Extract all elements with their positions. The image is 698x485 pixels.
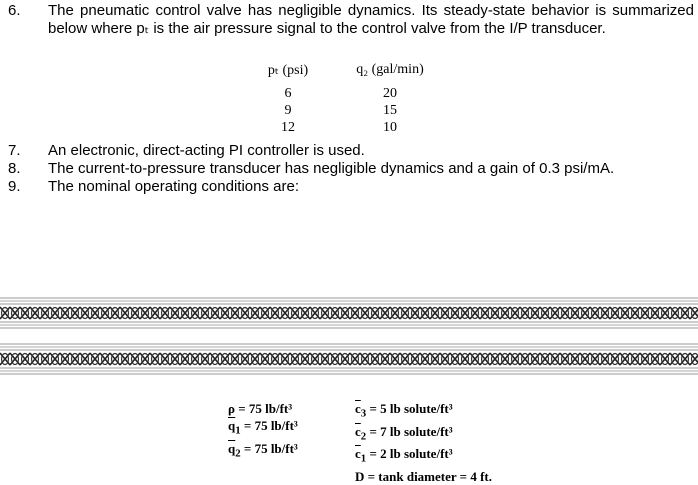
decorative-band-top [0, 296, 698, 330]
condition-c3 [355, 400, 492, 423]
condition-subscript: 2 [360, 430, 367, 443]
table-header-q2: q₂ (gal/min) [356, 62, 424, 77]
item-6 [8, 2, 694, 58]
condition-d [355, 468, 492, 485]
item-number: 8. [8, 160, 21, 177]
table-cell: 9 [284, 103, 292, 118]
condition-c2 [355, 423, 492, 446]
condition-symbol: $\overline{c}$ [355, 423, 361, 439]
item-number: 9. [8, 178, 21, 195]
condition-q1 [228, 417, 298, 440]
condition-symbol: $\overline{q}$ [228, 418, 236, 433]
conditions-left [228, 400, 298, 462]
condition-subscript: 1 [235, 424, 241, 437]
condition-subscript: 1 [360, 452, 367, 465]
item-7 [8, 142, 694, 160]
item-text: The pneumatic control valve has negligible dynamics. Its steady-state behavior is summarized below where pₜ is the air pressure signal to the control valve from the I/P transducer. [48, 2, 694, 37]
table-cell: 10 [383, 120, 397, 135]
condition-subscript: 3 [360, 407, 367, 420]
item-text: The current-to-pressure transducer has negligible dynamics and a gain of 0.3 psi/mA. [48, 160, 615, 177]
condition-c1 [355, 445, 492, 468]
table-cell: 20 [383, 86, 397, 101]
item-text: The nominal operating conditions are: [48, 178, 299, 195]
table-cell: 6 [284, 86, 292, 101]
table-cell: 15 [383, 103, 397, 118]
condition-symbol: ρ [228, 401, 235, 416]
condition-subscript: 2 [235, 447, 241, 460]
condition-symbol: $\overline{c}$ [355, 446, 361, 462]
condition-symbol: $\overline{c}$ [355, 401, 361, 416]
condition-value: = 75 lb/ft³ [240, 418, 298, 433]
condition-value: = 75 lb/ft³ [240, 440, 298, 456]
condition-value: = 75 lb/ft³ [234, 401, 293, 416]
table-header-pt: pₜ (psi) [267, 63, 309, 78]
valve-table [246, 62, 456, 142]
condition-rho [228, 400, 298, 417]
table-cell: 12 [281, 120, 295, 135]
item-number: 7. [8, 142, 21, 159]
decorative-band-bottom [0, 342, 698, 376]
condition-value: = 2 lb solute/ft³ [366, 446, 453, 462]
condition-value: = tank diameter = 4 ft. [364, 468, 492, 484]
condition-symbol: $\overline{q}$ [228, 440, 236, 456]
item-9 [8, 178, 694, 196]
condition-value: = 7 lb solute/ft³ [366, 423, 453, 439]
conditions-right [355, 400, 492, 485]
item-text: An electronic, direct-acting PI controller is used. [48, 142, 365, 159]
item-number: 6. [8, 2, 21, 19]
condition-symbol: D [355, 468, 365, 484]
condition-value: = 5 lb solute/ft³ [366, 401, 453, 416]
condition-q2 [228, 440, 298, 463]
item-8 [8, 160, 694, 178]
